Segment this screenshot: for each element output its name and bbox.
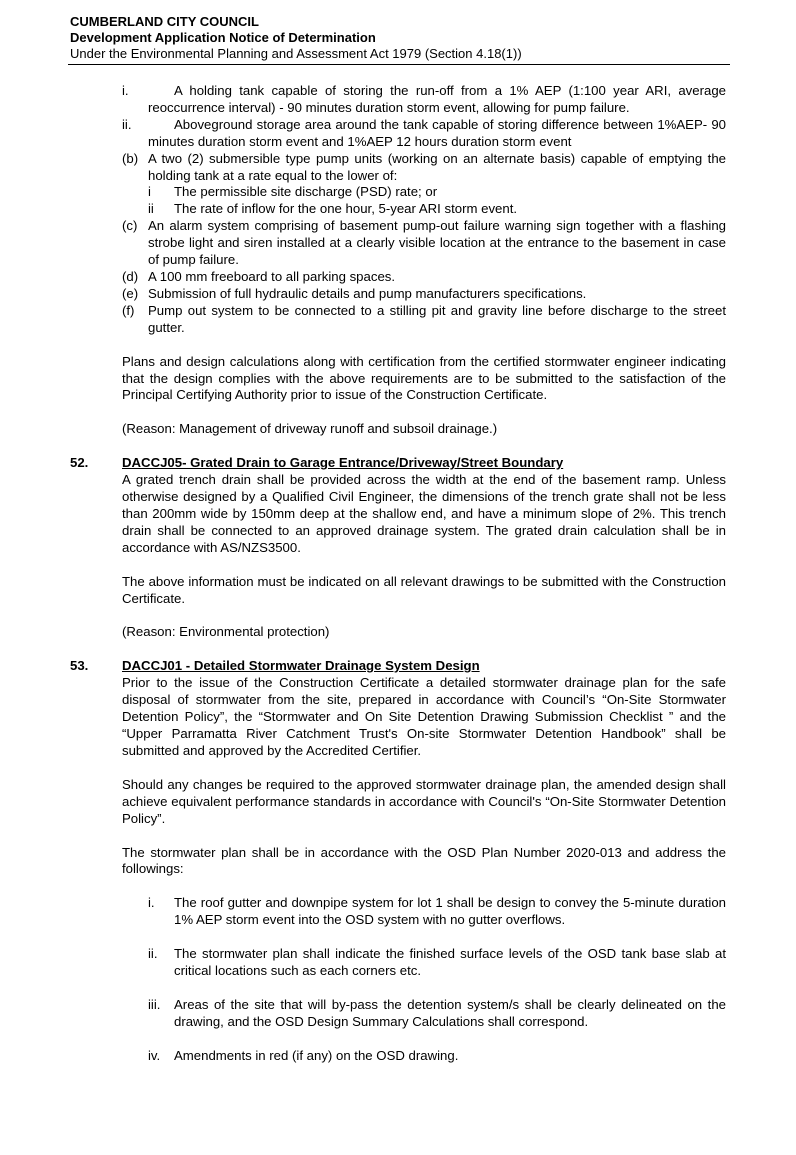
- act-reference: Under the Environmental Planning and Assessment Act 1979 (Section 4.18(1)): [70, 46, 522, 61]
- item-text: The roof gutter and downpipe system for lot 1 shall be design to convey the 5-minute duration 1% AEP storm event into the OSD system with no gutter overflows.: [174, 895, 726, 928]
- item-text: Pump out system to be connected to a stilling pit and gravity line before discharge to the street gutter.: [148, 302, 726, 335]
- item-letter: (b): [122, 150, 139, 166]
- reason-text: (Reason: Management of driveway runoff and subsoil drainage.): [122, 421, 498, 437]
- item-letter: (c): [122, 218, 138, 234]
- list-item: [148, 946, 726, 980]
- item-text: Amendments in red (if any) on the OSD drawing.: [174, 1047, 459, 1063]
- section-53-heading: [70, 658, 726, 675]
- section-52-reason: (Reason: Environmental protection): [122, 624, 330, 640]
- item-letter: (f): [122, 302, 135, 318]
- sub-item-a-ii: [122, 116, 726, 151]
- list-item-f: [122, 302, 726, 337]
- sub-item-number: ii: [148, 201, 154, 217]
- sub-item-text: The rate of inflow for the one hour, 5-year ARI storm event.: [174, 201, 518, 217]
- sub-item-number: ii.: [122, 116, 132, 132]
- section-number: 53.: [70, 658, 89, 674]
- section-52-paragraph-1: A grated trench drain shall be provided across the width at the end of the basement ramp. Unless otherwise designed by a Qualified Civil Engineer, the dimensions of the trench grate shall not be less than 200mm wide by 150mm deep at the shallow end, and have a minimum slope of 2%. This trench drain shall be connected to an approved drainage system. The grated drain calculation shall be in accordance with AS/NZS3500.: [122, 472, 726, 555]
- item-letter: (d): [122, 268, 139, 284]
- list-item-b: [122, 150, 726, 185]
- list-item: [148, 996, 726, 1031]
- item-text: Submission of full hydraulic details and pump manufacturers specifications.: [148, 285, 587, 301]
- list-item-d: [122, 268, 726, 286]
- sub-item-a-i: [122, 83, 726, 117]
- list-item: [148, 1047, 726, 1065]
- council-name: CUMBERLAND CITY COUNCIL: [70, 14, 259, 29]
- sub-item-b-ii: [148, 201, 726, 218]
- item-number: i.: [148, 895, 155, 911]
- item-number: iii.: [148, 996, 161, 1012]
- section-53-paragraph-1: Prior to the issue of the Construction Certificate a detailed stormwater drainage plan for the safe disposal of stormwater from the site, prepared in accordance with Council’s “On-Site Stormwater Detention Policy”, the “Stormwater and On Site Detention Drawing Submission Checklist ” and the “Upper Parramatta River Catchment Trust's On-site Stormwater Detention Handbook” shall be submitted and approved by the Accredited Certifier.: [122, 675, 726, 758]
- sub-item-text: The permissible site discharge (PSD) rate; or: [174, 184, 438, 200]
- item-text: A 100 mm freeboard to all parking spaces.: [148, 268, 396, 284]
- list-item-e: [122, 285, 726, 303]
- item-text: Areas of the site that will by-pass the detention system/s shall be clearly delineated on the drawing, and the OSD Design Summary Calculations shall correspond.: [174, 996, 726, 1029]
- section-53-paragraph-3: The stormwater plan shall be in accordance with the OSD Plan Number 2020-013 and address the followings:: [122, 844, 726, 877]
- section-number: 52.: [70, 455, 89, 471]
- section-53-paragraph-2: Should any changes be required to the approved stormwater drainage plan, the amended design shall achieve equivalent performance standards in accordance with Council's “On-Site Stormwater Detention Policy”.: [122, 776, 726, 826]
- item-number: ii.: [148, 946, 158, 962]
- item-text: The stormwater plan shall indicate the finished surface levels of the OSD tank base slab at critical locations such as each corners etc.: [174, 946, 726, 979]
- item-letter: (e): [122, 285, 139, 301]
- item-text: An alarm system comprising of basement pump-out failure warning sign together with a flashing strobe light and siren installed at a clearly visible location at the entrance to the basement in case of pump failure.: [148, 218, 726, 268]
- section-52-paragraph-2: The above information must be indicated on all relevant drawings to be submitted with the Construction Certificate.: [122, 573, 726, 606]
- section-title: DACCJ01 - Detailed Stormwater Drainage System Design: [122, 658, 480, 674]
- list-item: [148, 895, 726, 929]
- document-title: Development Application Notice of Determination: [70, 30, 376, 45]
- section-52-heading: [70, 455, 726, 472]
- plans-paragraph: Plans and design calculations along with certification from the certified stormwater engineer indicating that the design complies with the above requirements are to be submitted to the satisfaction of the Principal Certifying Authority prior to issue of the Construction Certificate.: [122, 353, 726, 403]
- sub-item-number: i: [148, 184, 151, 200]
- section-title: DACCJ05- Grated Drain to Garage Entrance/Driveway/Street Boundary: [122, 455, 564, 471]
- sub-item-number: i.: [122, 83, 129, 98]
- sub-item-text: A holding tank capable of storing the run-off from a 1% AEP (1:100 year ARI, average reoccurrence interval) - 90 minutes duration storm event, allowing for pump failure.: [148, 83, 726, 115]
- sub-item-text: Aboveground storage area around the tank capable of storing difference between 1%AEP- 90 minutes duration storm event and 1%AEP 12 hours duration storm event: [148, 116, 726, 149]
- item-number: iv.: [148, 1047, 161, 1063]
- header-divider: [68, 64, 730, 65]
- item-text: A two (2) submersible type pump units (working on an alternate basis) capable of emptying the holding tank at a rate equal to the lower of:: [148, 150, 726, 183]
- document-body: [0, 83, 796, 1065]
- page-header: [70, 14, 730, 62]
- list-item-c: [122, 218, 726, 269]
- sub-item-b-i: [148, 184, 726, 201]
